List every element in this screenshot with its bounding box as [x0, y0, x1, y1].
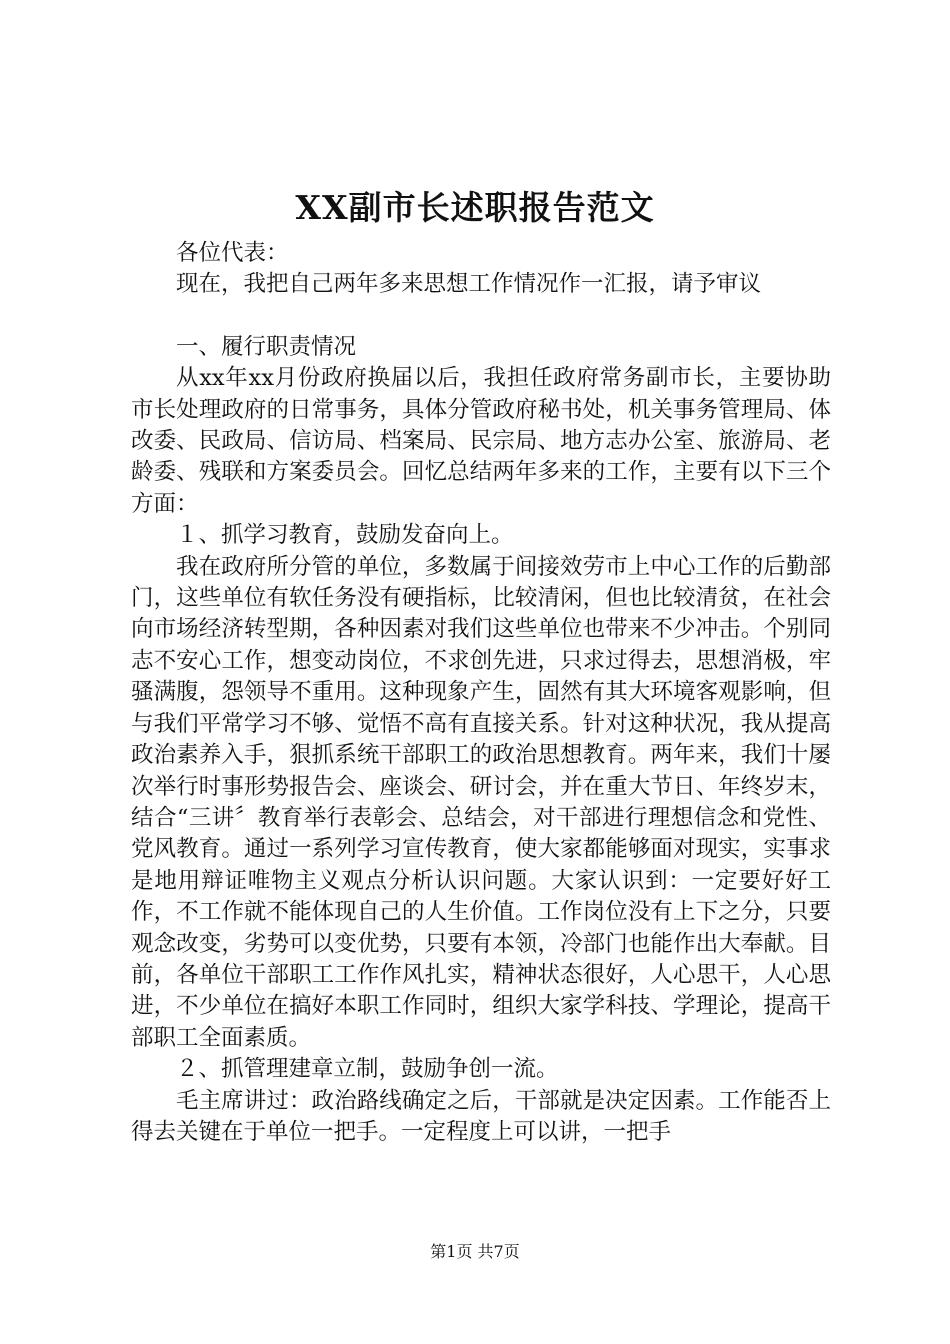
- page-footer: 第1页 共7页: [430, 1242, 520, 1261]
- salutation: 各位代表：: [176, 240, 289, 266]
- document-body: [131, 238, 831, 1148]
- item-1-heading: １、抓学习教育，鼓励发奋向上。: [176, 522, 514, 549]
- section-heading: 一、履行职责情况: [176, 333, 357, 360]
- document-title: XX副市长述职报告范文: [295, 188, 655, 227]
- intro-paragraph: 现在，我把自己两年多来思想工作情况作一汇报，请予审议: [176, 271, 762, 298]
- item-2-heading: ２、抓管理建章立制，鼓励争创一流。: [176, 1056, 559, 1083]
- paragraph-2: 我在政府所分管的单位，多数属于间接效劳市上中心工作的后勤部门，这些单位有软任务没有硬指标，比较清闲，但也比较清贫，在社会向市场经济转型期，各种因素对我们这些单位也带来不少冲击。个别同志不安心工作，想变动岗位，不求创先进，只求过得去，思想消极，牢骚满腹，怨领导不重用。这种现象产生，固然有其大环境客观影响，但与我们平常学习不够、觉悟不高有直接关系。针对这种状况，我从提高政治素养入手，狠抓系统干部职工的政治思想教育。两年来，我们十屡次举行时事形势报告会、座谈会、研讨会，并在重大节日、年终岁末，结合“三讲〞教育举行表彰会、总结会，对干部进行理想信念和党性、党风教育。通过一系列学习宣传教育，使大家都能够面对现实，实事求是地用辩证唯物主义观点分析认识问题。大家认识到：一定要好好工作，不工作就不能体现自己的人生价值。工作岗位没有上下之分，只要观念改变，劣势可以变优势，只要有本领，冷部门也能作出大奉献。目前，各单位干部职工工作作风扎实，精神状态很好，人心思干，人心思进，不少单位在搞好本职工作同时，组织大家学科技、学理论，提高干部职工全面素质。: [131, 553, 831, 1051]
- paragraph-3: 毛主席讲过：政治路线确定之后，干部就是决定因素。工作能否上得去关键在于单位一把手。一定程度上可以讲，一把手: [131, 1087, 831, 1145]
- paragraph-1: 从xx年xx月份政府换届以后，我担任政府常务副市长，主要协助市长处理政府的日常事务，具体分管政府秘书处，机关事务管理局、体改委、民政局、信访局、档案局、民宗局、地方志办公室、旅游局、老龄委、残联和方案委员会。回忆总结两年多来的工作，主要有以下三个方面：: [131, 365, 831, 517]
